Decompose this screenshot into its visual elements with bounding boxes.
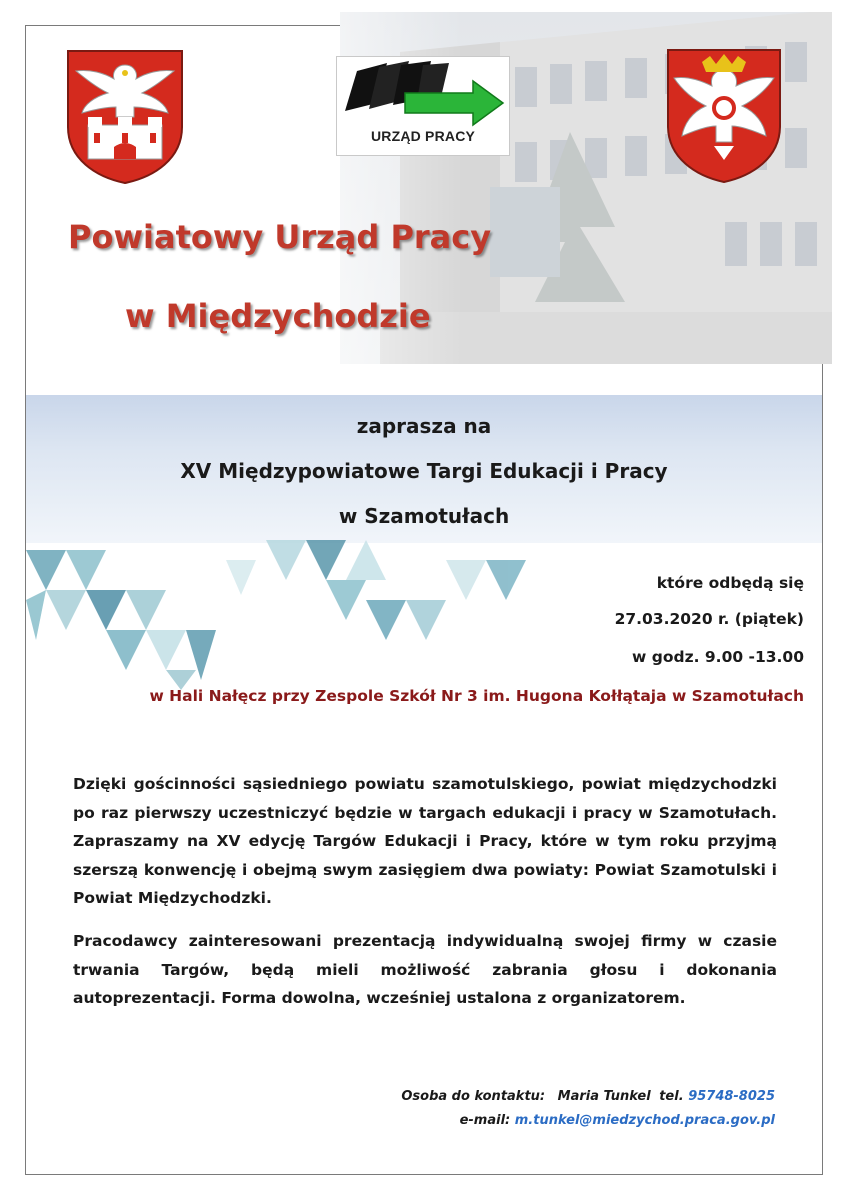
office-title-line1: Powiatowy Urząd Pracy bbox=[68, 218, 492, 256]
event-city: w Szamotułach bbox=[338, 504, 510, 528]
body-paragraph: Dzięki gościnności sąsiedniego powiatu szamotulskiego, powiat międzychodzki po raz pierwszy uczestniczyć będzie w targach edukacji i pracy w Szamotułach. Zapraszamy na XV edycję Targów Edukacji i Pracy, które w tym roku przyjmą szerszą konwencję i obejmą swym zasięgiem dwa powiaty: Powiat Szamotulski i Powiat Międzychodzki. bbox=[73, 775, 777, 907]
event-date: 27.03.2020 r. (piątek) bbox=[614, 610, 804, 628]
phone-label: tel. bbox=[659, 1089, 684, 1104]
contact-person bbox=[401, 1089, 775, 1104]
triangle-pattern-decoration bbox=[26, 540, 546, 690]
arrow-logo-icon bbox=[337, 57, 511, 133]
event-venue: w Hali Nałęcz przy Zespole Szkół Nr 3 im. Hugona Kołłątaja w Szamotułach bbox=[149, 687, 804, 705]
county-coat-of-arms bbox=[664, 46, 784, 184]
miedzychod-coat-of-arms bbox=[64, 47, 186, 185]
contact-name: Maria Tunkel bbox=[557, 1089, 651, 1104]
office-title-line2: w Międzychodzie bbox=[125, 297, 431, 335]
event-name: XV Międzypowiatowe Targi Edukacji i Pracy bbox=[180, 459, 668, 483]
invitation-line1: zaprasza na bbox=[356, 414, 492, 438]
event-intro: które odbędą się bbox=[656, 574, 804, 592]
event-hours: w godz. 9.00 -13.00 bbox=[632, 648, 804, 666]
contact-email-line bbox=[460, 1113, 775, 1128]
body-paragraph: Pracodawcy zainteresowani prezentacją indywidualną swojej firmy w czasie trwania Targów, będą mieli możliwość zabrania głosu i dokonania autoprezentacji. Forma dowolna, wcześniej ustalona z organizatorem. bbox=[73, 932, 777, 1007]
email-label: e-mail: bbox=[459, 1113, 511, 1128]
contact-label: Osoba do kontaktu: bbox=[401, 1089, 546, 1104]
urzad-pracy-logo bbox=[336, 56, 510, 156]
contact-phone: 95748-8025 bbox=[688, 1089, 775, 1104]
contact-email-link[interactable]: m.tunkel@miedzychod.praca.gov.pl bbox=[514, 1113, 775, 1128]
logo-caption: URZĄD PRACY bbox=[370, 128, 476, 144]
